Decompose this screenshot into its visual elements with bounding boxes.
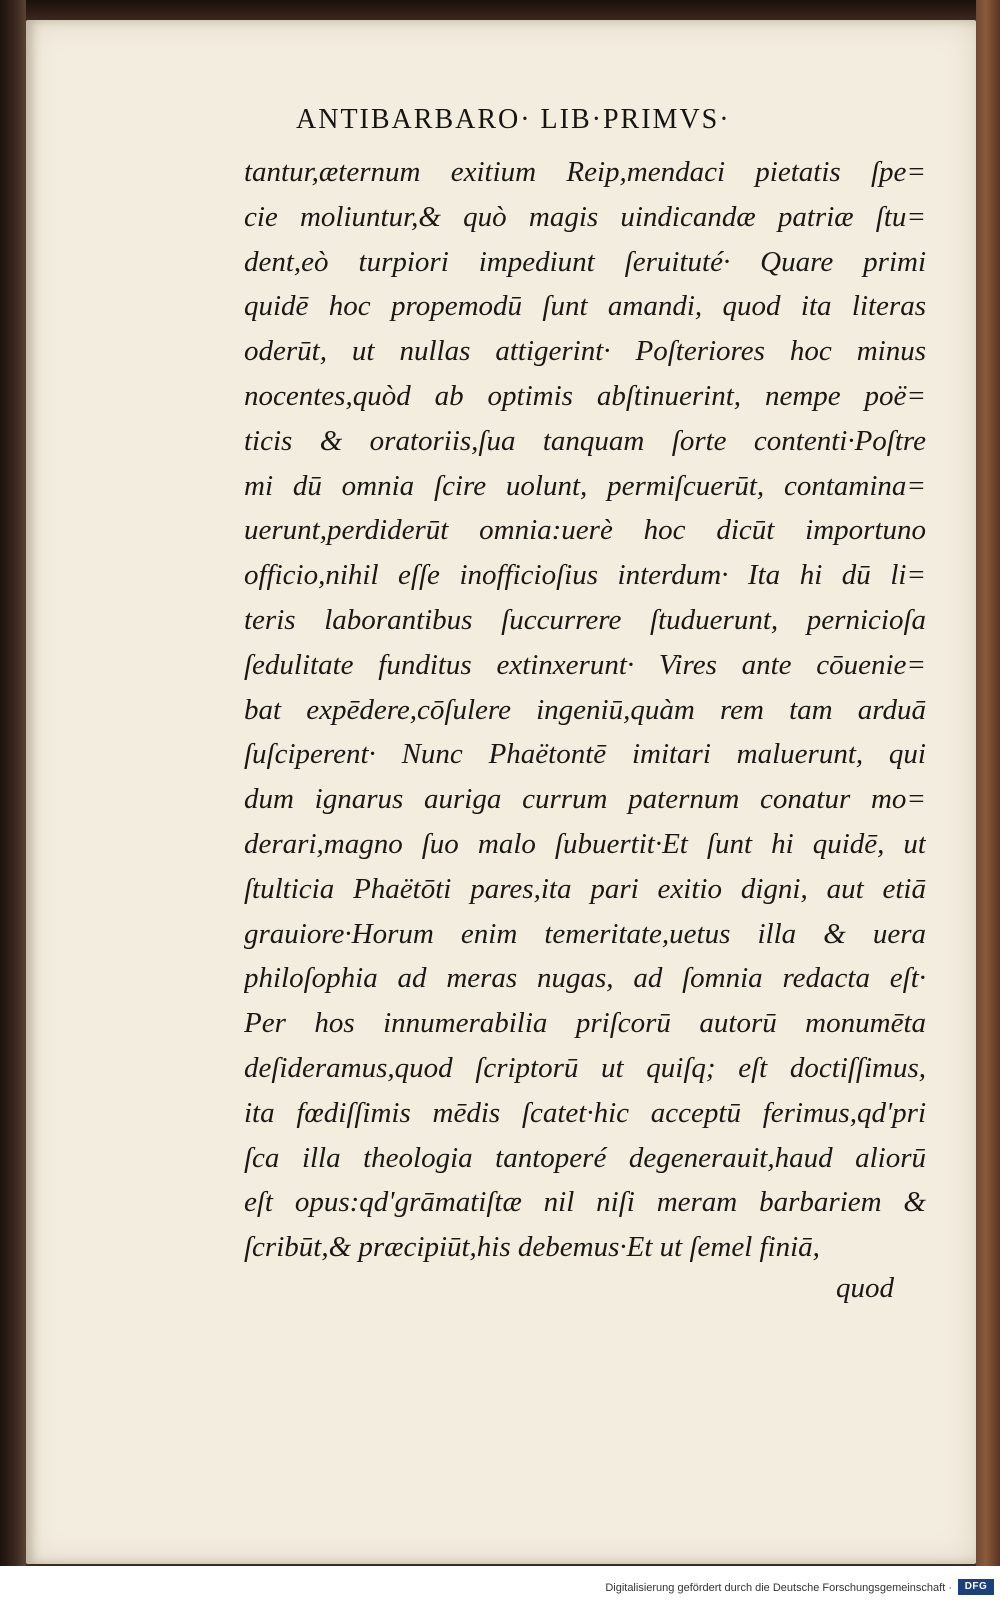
text-line: uerunt,perdiderūt omnia:uerè hoc dicūt importuno [244,514,926,547]
text-line: cie moliuntur,& quò magis uindicandæ patriæ ſtu= [244,200,926,233]
text-line: mi dū omnia ſcire uolunt, permiſcuerūt, contamina= [244,469,926,502]
text-line: teris laborantibus ſuccurrere ſtuduerunt, pernicioſa [244,603,926,636]
text-line: deſideramus,quod ſcriptorū ut quiſq; eſt doctiſſimus, [244,1051,926,1084]
text-line: derari,magno ſuo malo ſubuertit·Et ſunt hi quidē, ut [244,827,926,860]
text-line: ticis & oratoriis,ſua tanquam ſorte contenti·Poſtre [244,424,926,457]
text-line: ſuſciperent· Nunc Phaëtontē imitari maluerunt, qui [244,738,926,771]
dfg-logo: DFG [958,1579,994,1595]
scan-background-top [0,0,1000,22]
book-cover-edge [976,0,1000,1600]
footer-credit: Digitalisierung gefördert durch die Deutsche Forschungsgemeinschaft · [605,1582,952,1594]
scan-background-left [0,0,26,1600]
text-line: quidē hoc propemodū ſunt amandi, quod ita literas [244,290,926,323]
text-line: grauiore·Horum enim temeritate,uetus illa & uera [244,917,926,950]
text-block [244,150,926,1270]
text-line: ſcribūt,& præcipiūt,his debemus·Et ut ſemel finiā, [244,1231,820,1264]
text-line: philoſophia ad meras nugas, ad ſomnia redacta eſt· [244,962,926,995]
text-line: ſedulitate funditus extinxerunt· Vires ante cōuenie= [244,648,926,681]
text-line: ſca illa theologia tantoperé degenerauit,haud aliorū [244,1141,926,1174]
text-line: dent,eò turpiori impediunt ſeruituté· Quare primi [244,245,926,278]
text-line: nocentes,quòd ab optimis abſtinuerint, nempe poë= [244,379,926,412]
running-head: ANTIBARBARO· LIB·PRIMVS· [296,104,731,135]
text-line: oderūt, ut nullas attigerint· Poſteriores hoc minus [244,335,926,368]
catchword: quod [836,1272,894,1304]
text-line: dum ignarus auriga currum paternum conatur mo= [244,783,926,816]
text-line: tantur,æternum exitium Reip,mendaci pietatis ſpe= [244,156,926,188]
text-line: officio,nihil eſſe inofficioſius interdum· Ita hi dū li= [244,559,926,592]
text-line: bat expēdere,cōſulere ingeniū,quàm rem tam arduā [244,693,926,726]
text-line: eſt opus:qd'grāmatiſtæ nil niſi meram barbariem & [244,1186,926,1219]
text-line: ſtulticia Phaëtōti pares,ita pari exitio digni, aut etiā [244,872,926,905]
text-line: Per hos innumerabilia priſcorū autorū monumēta [244,1007,926,1040]
text-line: ita fœdiſſimis mēdis ſcatet·hic acceptū ferimus,qd'pri [244,1096,926,1129]
